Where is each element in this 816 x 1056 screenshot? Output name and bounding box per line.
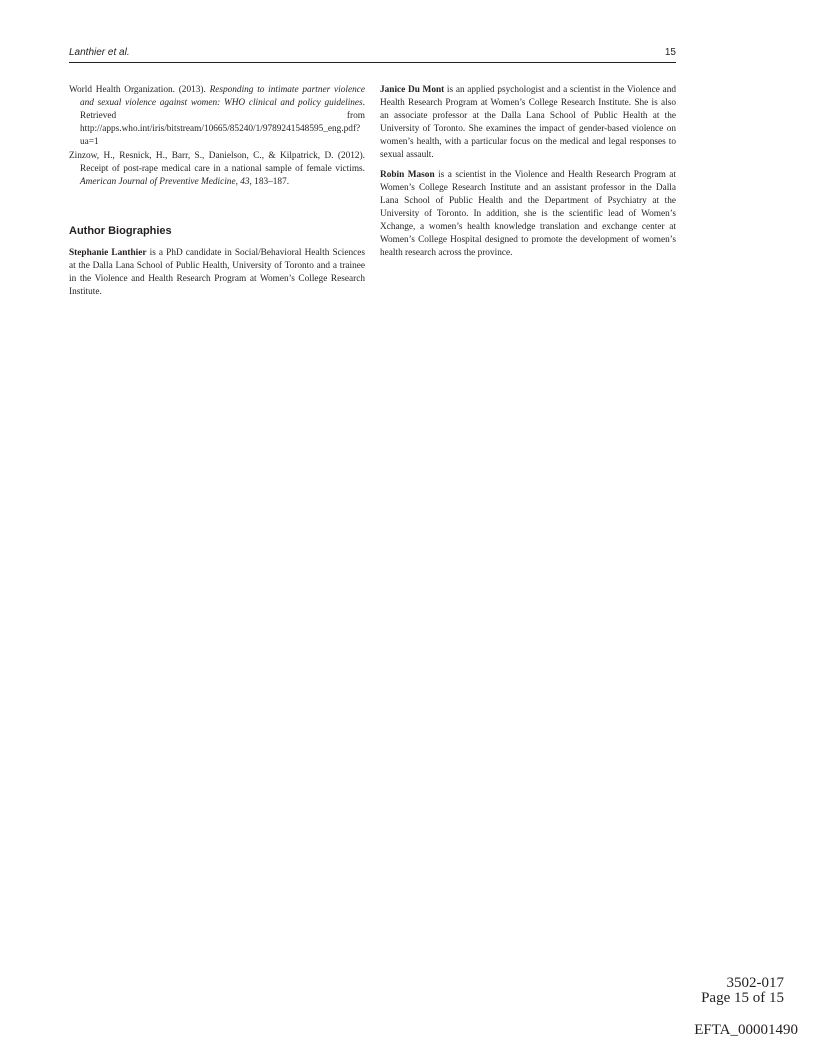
reference-volume: 43: [240, 177, 250, 187]
left-column: [69, 84, 365, 299]
document-code-stamp: 3502-017: [726, 975, 784, 991]
running-head-authors: Lanthier et al.: [69, 47, 130, 58]
bates-number: EFTA_00001490: [694, 1022, 798, 1038]
reference-list: [69, 84, 365, 189]
reference-title: Responding to intimate partner violence and sexual violence against women: WHO clinical and policy guidelines: [80, 85, 365, 108]
author-bio-text: is an applied psychologist and a scientist in the Violence and Health Research Program at Women’s College Research Institute. She is also an associate professor at the Dalla Lana School of Public Health at the University of Toronto. She examines the impact of gender-based violence on women’s health, with a particular focus on the medical and legal responses to sexual assault.: [380, 85, 676, 160]
running-header: [69, 46, 676, 63]
author-name: Stephanie Lanthier: [69, 248, 147, 258]
running-head-page-number: 15: [664, 47, 676, 58]
page-of-stamp: Page 15 of 15: [701, 990, 784, 1006]
author-name: Janice Du Mont: [380, 85, 445, 95]
reference-item: [69, 84, 365, 149]
reference-text: . Retrieved from http://apps.who.int/iris/bitstream/10665/85240/1/9789241548595_eng.pdf?ua=1: [80, 98, 365, 147]
reference-text: , 183–187.: [249, 177, 290, 187]
author-biography: [69, 247, 365, 299]
author-biography: [380, 84, 676, 162]
right-column: [380, 84, 676, 260]
reference-item: [69, 150, 365, 189]
reference-text: Zinzow, H., Resnick, H., Barr, S., Danielson, C., & Kilpatrick, D. (2012). Receipt of post-rape medical care in a national sample of female victims.: [69, 151, 365, 174]
author-name: Robin Mason: [380, 170, 435, 180]
reference-text: World Health Organization. (2013).: [69, 85, 210, 95]
author-biography: [380, 169, 676, 260]
author-bio-text: is a scientist in the Violence and Health Research Program at Women’s College Research Institute and an assistant professor in the Dalla Lana School of Public Health and the Department of Psychiatry at the University of Toronto. In addition, she is the scientific lead of Women’s Xchange, a women’s health knowledge translation and exchange center at Women’s College Hospital designed to promote the development of women’s health research across the province.: [380, 170, 676, 258]
reference-journal: American Journal of Preventive Medicine: [80, 177, 236, 187]
reference-text: ,: [235, 177, 241, 187]
section-heading-author-biographies: Author Biographies: [69, 225, 172, 237]
author-bio-text: is a PhD candidate in Social/Behavioral Health Sciences at the Dalla Lana School of Public Health, University of Toronto and a trainee in the Violence and Health Research Program at Women’s College Research Institute.: [69, 248, 365, 297]
